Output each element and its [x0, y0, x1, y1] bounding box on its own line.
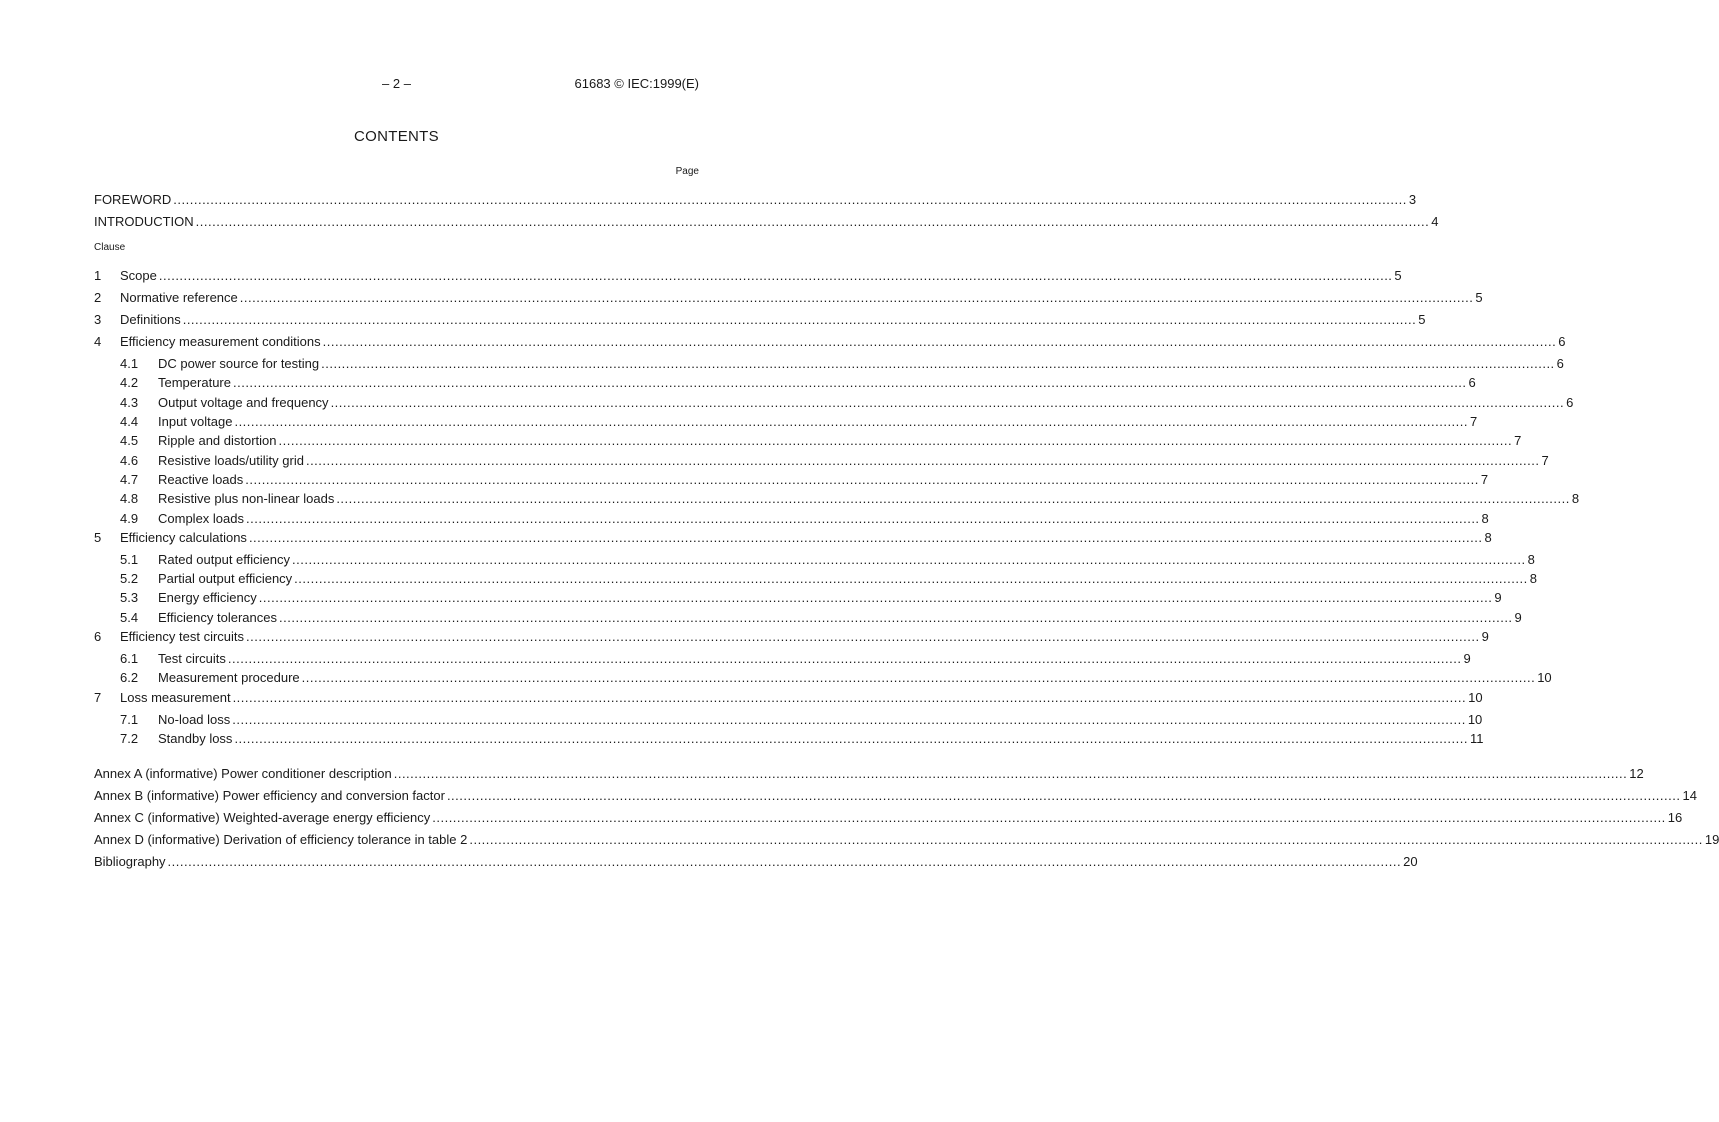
toc-entry-clause-5-4[interactable]: [120, 610, 1522, 626]
toc-entry-page: 10: [1467, 712, 1483, 727]
toc-leader-dots: ............................................................................................................................................................................................................................................................................................................: [245, 472, 1479, 487]
toc-entry-page: 5: [1394, 268, 1402, 283]
toc-entry-page: 16: [1667, 810, 1683, 825]
toc-entry-clause-6[interactable]: [94, 629, 1489, 645]
toc-entry-page: 6: [1566, 395, 1574, 410]
toc-entry-clause-6-1[interactable]: [120, 651, 1471, 667]
toc-entry-number: 5.3: [120, 590, 139, 605]
toc-leader-dots: ............................................................................................................................................................................................................................................................................................................: [195, 214, 1430, 229]
toc-entry-title: Normative reference: [120, 290, 238, 305]
toc-entry-number: 7: [94, 690, 102, 705]
toc-entry-title: Bibliography: [94, 854, 166, 869]
toc-entry-number: 3: [94, 312, 102, 327]
toc-entry-page: 7: [1470, 414, 1478, 429]
toc-entry-clause-4-6[interactable]: [120, 453, 1549, 469]
toc-entry-number: 4.1: [120, 356, 139, 371]
toc-entry-title: Annex D (informative) Derivation of efficiency tolerance in table 2: [94, 832, 468, 847]
toc-entry-page: 8: [1571, 491, 1580, 506]
toc-entry-page: 6: [1468, 375, 1476, 390]
toc-entry-title: Efficiency measurement conditions: [120, 334, 321, 349]
toc-entry-page: 3: [1408, 192, 1417, 207]
toc-entry-number: 4.9: [120, 511, 139, 526]
toc-entry-title: Resistive loads/utility grid: [158, 453, 304, 468]
toc-entry-title: Reactive loads: [158, 472, 244, 487]
toc-entry-title: Resistive plus non-linear loads: [158, 491, 335, 506]
toc-leader-dots: ............................................................................................................................................................................................................................................................................................................: [330, 395, 1565, 410]
toc-entry-title: Loss measurement: [120, 690, 231, 705]
toc-leader-dots: ............................................................................................................................................................................................................................................................................................................: [279, 610, 1513, 625]
toc-entry-number: 2: [94, 290, 102, 305]
toc-leader-dots: ............................................................................................................................................................................................................................................................................................................: [258, 590, 1493, 605]
toc-leader-dots: ............................................................................................................................................................................................................................................................................................................: [232, 690, 1467, 705]
page-header-document-id: 61683 © IEC:1999(E): [574, 76, 699, 91]
toc-entry-page: 7: [1541, 453, 1549, 468]
toc-entry-page: 5: [1418, 312, 1426, 327]
toc-entry-number: 4.4: [120, 414, 139, 429]
toc-entry-page: 11: [1469, 731, 1484, 746]
toc-entry-clause-4-8[interactable]: [120, 491, 1580, 507]
toc-entry-number: 5.4: [120, 610, 139, 625]
toc-entry-page: 6: [1558, 334, 1566, 349]
toc-leader-dots: ............................................................................................................................................................................................................................................................................................................: [239, 290, 1474, 305]
toc-leader-dots: ............................................................................................................................................................................................................................................................................................................: [173, 192, 1407, 207]
toc-entry-title: Scope: [120, 268, 157, 283]
toc-entry-title: Complex loads: [158, 511, 244, 526]
toc-entry-title: Temperature: [158, 375, 231, 390]
toc-leader-dots: ............................................................................................................................................................................................................................................................................................................: [469, 832, 1703, 847]
toc-entry-title: Efficiency test circuits: [120, 629, 245, 644]
toc-leader-dots: ............................................................................................................................................................................................................................................................................................................: [232, 375, 1467, 390]
toc-entry-page: 9: [1481, 629, 1489, 644]
toc-leader-dots: ............................................................................................................................................................................................................................................................................................................: [232, 712, 1466, 727]
toc-entry-page: 9: [1514, 610, 1522, 625]
toc-leader-dots: ............................................................................................................................................................................................................................................................................................................: [336, 491, 1570, 506]
toc-entry-clause-4-7[interactable]: [120, 472, 1489, 488]
toc-entry-page: 8: [1484, 530, 1492, 545]
toc-entry-page: 5: [1475, 290, 1483, 305]
toc-entry-title: DC power source for testing: [158, 356, 320, 371]
toc-entry-number: 7.1: [120, 712, 139, 727]
toc-entry-title: Measurement procedure: [158, 670, 300, 685]
toc-entry-number: 5.1: [120, 552, 139, 567]
toc-entry-bibliography[interactable]: [94, 854, 1418, 870]
toc-leader-dots: ............................................................................................................................................................................................................................................................................................................: [322, 334, 1557, 349]
toc-entry-clause-5[interactable]: [94, 530, 1492, 546]
toc-entry-annex-b[interactable]: [94, 788, 1697, 804]
toc-entry-clause-4-1[interactable]: [120, 356, 1564, 372]
toc-entry-clause-4-2[interactable]: [120, 375, 1476, 391]
toc-leader-dots: ............................................................................................................................................................................................................................................................................................................: [182, 312, 1417, 327]
toc-entry-number: 4.3: [120, 395, 139, 410]
toc-entry-number: 6: [94, 629, 102, 644]
toc-entry-number: 5: [94, 530, 102, 545]
toc-entry-page: 4: [1431, 214, 1439, 229]
toc-leader-dots: ............................................................................................................................................................................................................................................................................................................: [227, 651, 1462, 666]
toc-entry-number: 7.2: [120, 731, 139, 746]
toc-entry-clause-4-9[interactable]: [120, 511, 1489, 527]
toc-entry-number: 4.2: [120, 375, 139, 390]
toc-entry-foreword[interactable]: [94, 192, 1417, 208]
toc-entry-title: No-load loss: [158, 712, 231, 727]
toc-entry-clause-7-1[interactable]: [120, 712, 1483, 728]
toc-entry-title: Annex B (informative) Power efficiency and conversion factor: [94, 788, 445, 803]
toc-entry-title: Efficiency calculations: [120, 530, 247, 545]
toc-entry-title: Output voltage and frequency: [158, 395, 329, 410]
toc-entry-number: 4.7: [120, 472, 139, 487]
toc-entry-title: Partial output efficiency: [158, 571, 293, 586]
toc-entry-number: 4: [94, 334, 102, 349]
toc-entry-title: INTRODUCTION: [94, 214, 194, 229]
toc-leader-dots: ............................................................................................................................................................................................................................................................................................................: [278, 433, 1513, 448]
toc-entry-clause-5-3[interactable]: [120, 590, 1502, 606]
toc-entry-clause-3[interactable]: [94, 312, 1426, 328]
toc-leader-dots: ............................................................................................................................................................................................................................................................................................................: [393, 766, 1628, 781]
toc-entry-annex-d[interactable]: [94, 832, 1719, 848]
toc-leader-dots: ............................................................................................................................................................................................................................................................................................................: [432, 810, 1666, 825]
toc-leader-dots: ............................................................................................................................................................................................................................................................................................................: [167, 854, 1402, 869]
toc-entry-title: Input voltage: [158, 414, 233, 429]
toc-entry-page: 10: [1537, 670, 1552, 685]
toc-entry-number: 6.2: [120, 670, 139, 685]
page-title: CONTENTS: [354, 128, 439, 145]
toc-leader-dots: ............................................................................................................................................................................................................................................................................................................: [246, 629, 1480, 644]
toc-entry-page: 7: [1480, 472, 1489, 487]
toc-leader-dots: ............................................................................................................................................................................................................................................................................................................: [294, 571, 1528, 586]
toc-entry-title: Rated output efficiency: [158, 552, 291, 567]
page-column-label: Page: [675, 166, 699, 177]
toc-entry-clause-7-2[interactable]: [120, 731, 1484, 747]
toc-leader-dots: ............................................................................................................................................................................................................................................................................................................: [158, 268, 1393, 283]
toc-entry-page: 8: [1481, 511, 1489, 526]
toc-leader-dots: ............................................................................................................................................................................................................................................................................................................: [246, 511, 1480, 526]
toc-entry-title: Ripple and distortion: [158, 433, 277, 448]
toc-entry-introduction[interactable]: [94, 214, 1439, 230]
toc-entry-clause-2[interactable]: [94, 290, 1483, 306]
toc-entry-annex-a[interactable]: [94, 766, 1644, 782]
toc-entry-page: 14: [1682, 788, 1697, 803]
toc-leader-dots: ............................................................................................................................................................................................................................................................................................................: [446, 788, 1681, 803]
toc-leader-dots: ............................................................................................................................................................................................................................................................................................................: [305, 453, 1540, 468]
toc-leader-dots: ............................................................................................................................................................................................................................................................................................................: [234, 414, 1468, 429]
toc-entry-page: 20: [1403, 854, 1418, 869]
toc-leader-dots: ............................................................................................................................................................................................................................................................................................................: [321, 356, 1555, 371]
toc-entry-number: 4.5: [120, 433, 139, 448]
toc-entry-title: Annex C (informative) Weighted-average energy efficiency: [94, 810, 431, 825]
toc-entry-clause-4[interactable]: [94, 334, 1566, 350]
toc-entry-clause-4-3[interactable]: [120, 395, 1574, 411]
toc-entry-page: 8: [1527, 552, 1535, 567]
toc-entry-page: 9: [1463, 651, 1471, 666]
toc-entry-page: 10: [1468, 690, 1483, 705]
toc-entry-title: Test circuits: [158, 651, 226, 666]
toc-entry-clause-4-5[interactable]: [120, 433, 1522, 449]
toc-entry-page: 12: [1629, 766, 1644, 781]
toc-leader-dots: ............................................................................................................................................................................................................................................................................................................: [248, 530, 1483, 545]
toc-leader-dots: ............................................................................................................................................................................................................................................................................................................: [292, 552, 1526, 567]
toc-entry-page: 7: [1514, 433, 1522, 448]
page-header-number: – 2 –: [382, 76, 411, 91]
toc-entry-clause-5-2[interactable]: [120, 571, 1537, 587]
toc-entry-clause-7[interactable]: [94, 690, 1483, 706]
toc-entry-number: 6.1: [120, 651, 139, 666]
toc-leader-dots: ............................................................................................................................................................................................................................................................................................................: [301, 670, 1536, 685]
toc-entry-title: Efficiency tolerances: [158, 610, 277, 625]
toc-entry-clause-5-1[interactable]: [120, 552, 1535, 568]
toc-entry-title: Standby loss: [158, 731, 233, 746]
toc-entry-number: 1: [94, 268, 102, 283]
toc-entry-number: 4.8: [120, 491, 139, 506]
toc-entry-title: Annex A (informative) Power conditioner description: [94, 766, 392, 781]
toc-entry-clause-6-2[interactable]: [120, 670, 1552, 686]
toc-entry-page: 8: [1529, 571, 1537, 586]
toc-entry-number: 5.2: [120, 571, 139, 586]
toc-entry-clause-4-4[interactable]: [120, 414, 1478, 430]
toc-entry-title: Definitions: [120, 312, 181, 327]
toc-entry-annex-c[interactable]: [94, 810, 1683, 826]
toc-entry-number: 4.6: [120, 453, 139, 468]
toc-entry-page: 6: [1556, 356, 1564, 371]
clause-column-label: Clause: [94, 242, 126, 253]
toc-leader-dots: ............................................................................................................................................................................................................................................................................................................: [234, 731, 1468, 746]
toc-entry-title: Energy efficiency: [158, 590, 257, 605]
toc-entry-page: 9: [1494, 590, 1502, 605]
toc-entry-clause-1[interactable]: [94, 268, 1402, 284]
toc-entry-page: 19: [1704, 832, 1719, 847]
toc-entry-title: FOREWORD: [94, 192, 172, 207]
